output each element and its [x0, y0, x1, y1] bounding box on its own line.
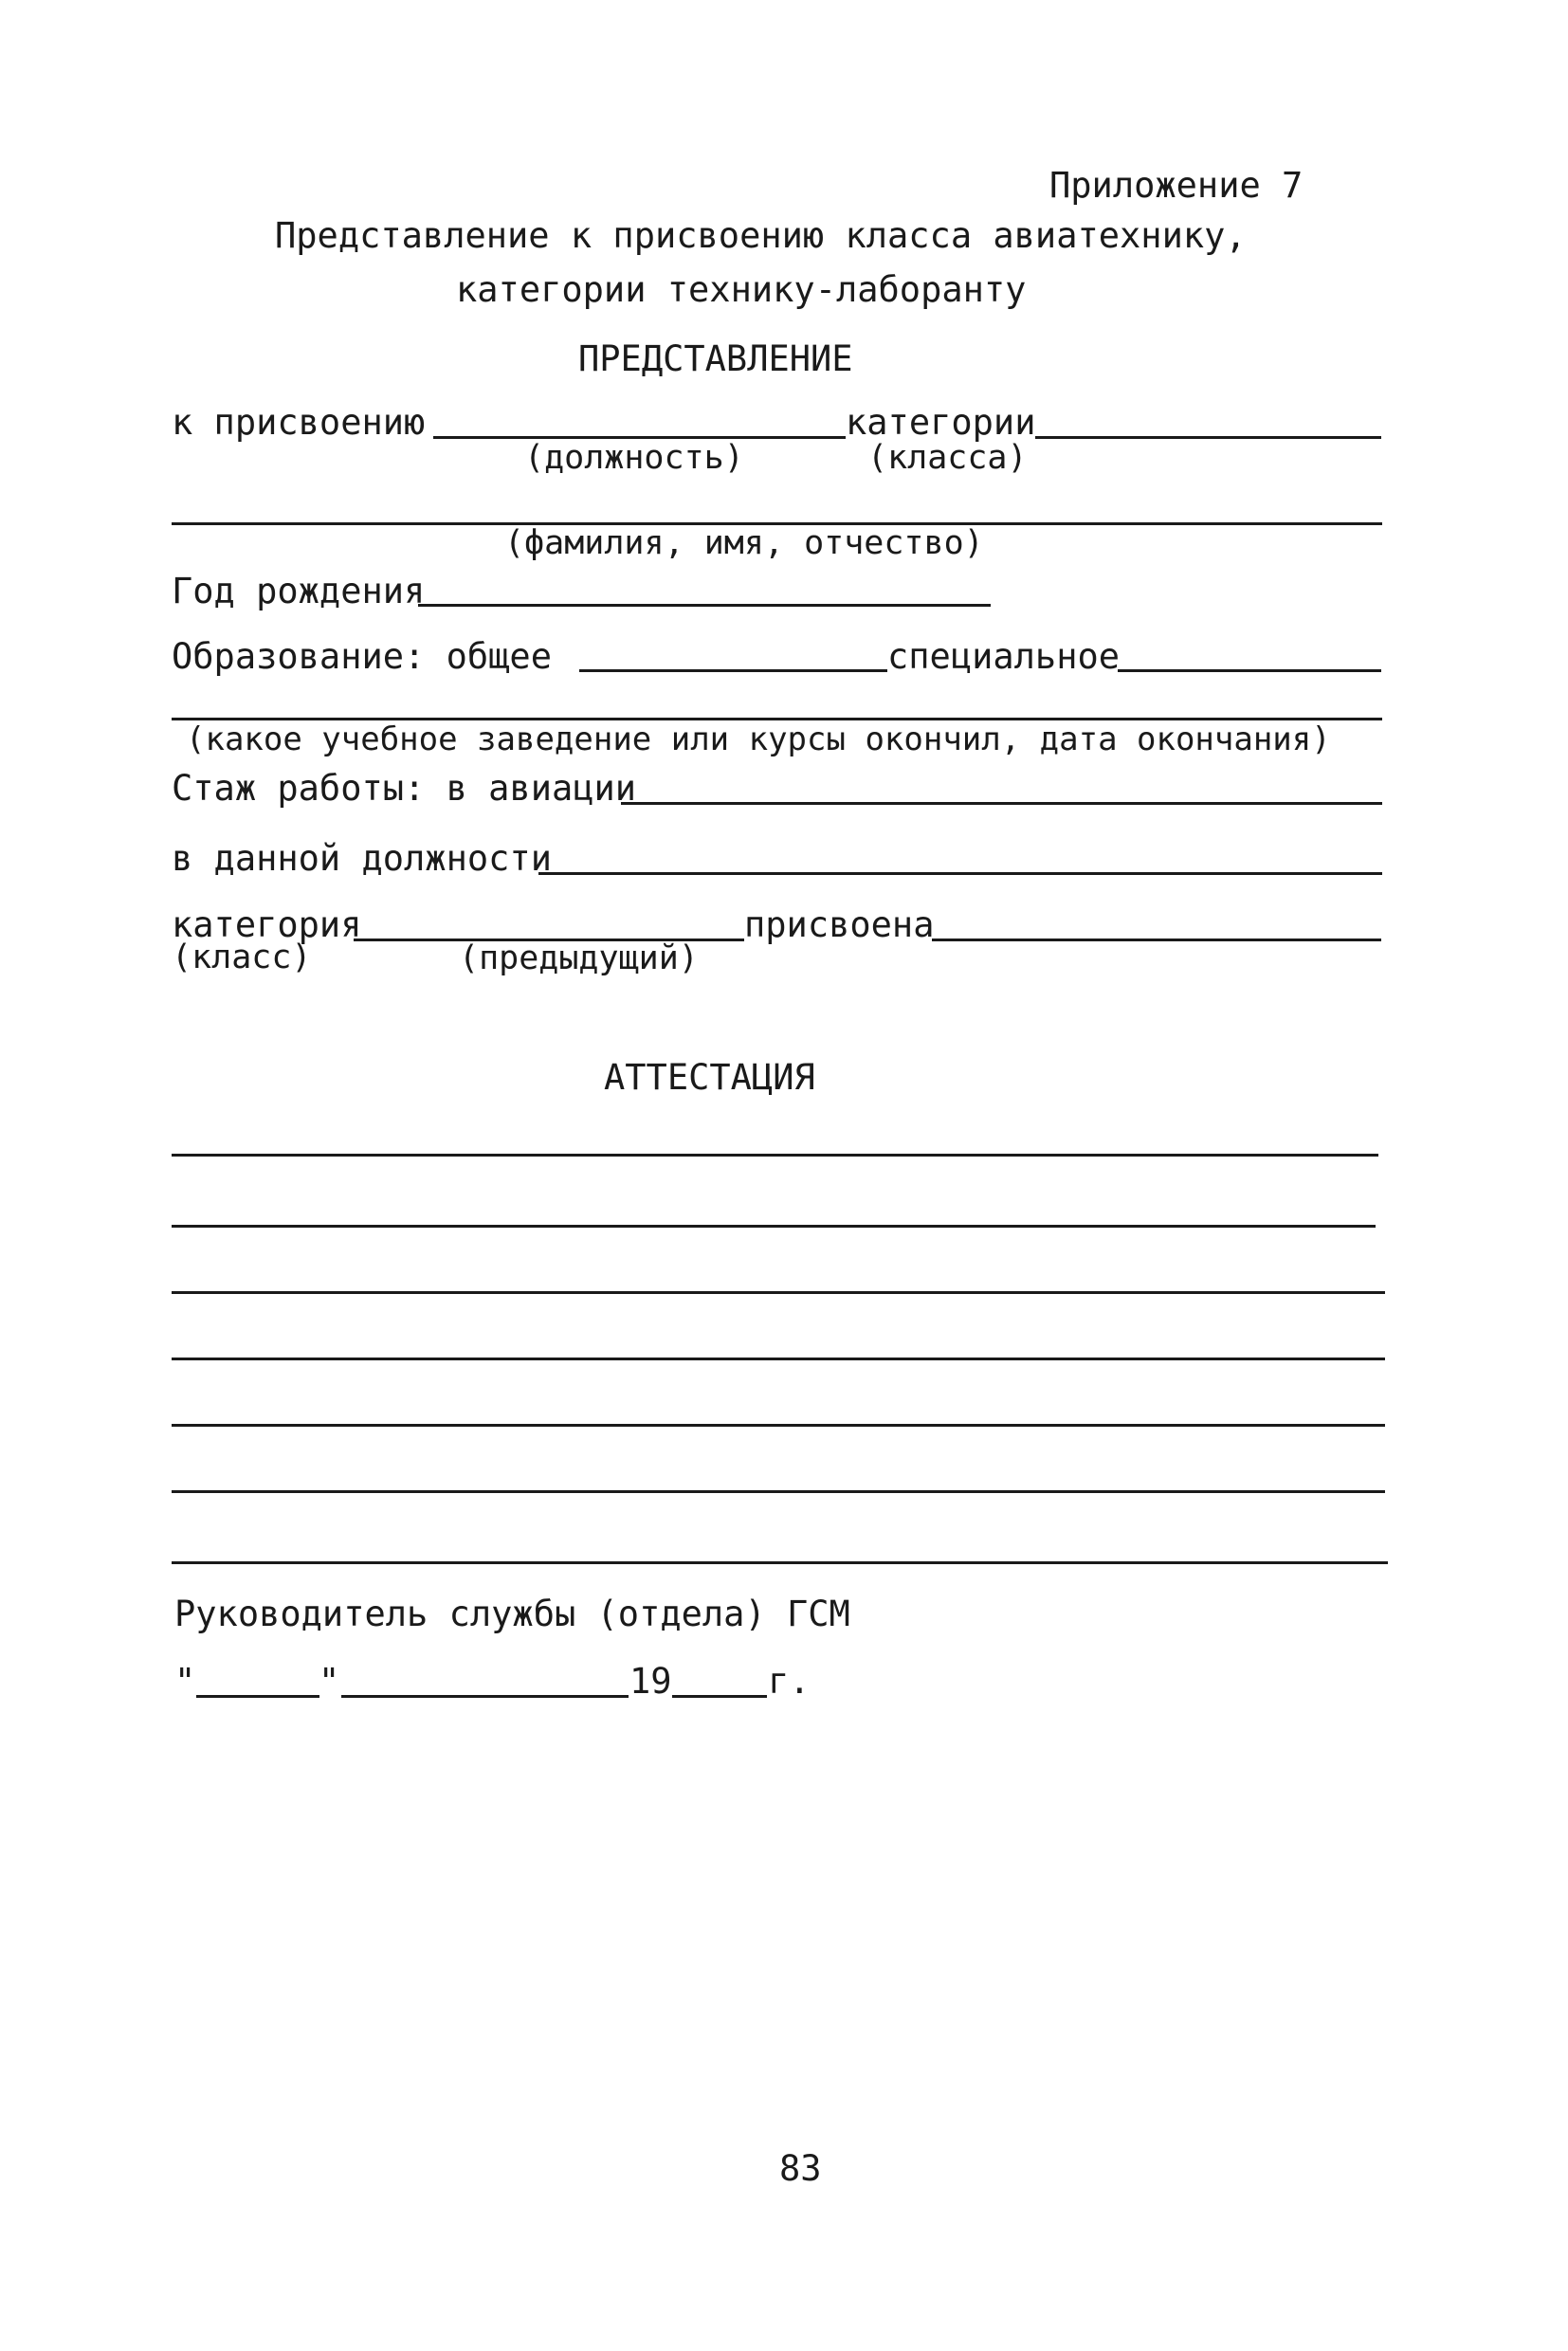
- date-year-field[interactable]: [672, 1695, 767, 1698]
- attestation-line[interactable]: [172, 1490, 1385, 1493]
- date-quote-open: ": [174, 1661, 196, 1702]
- position-experience-field[interactable]: [538, 872, 1382, 875]
- attestation-heading: АТТЕСТАЦИЯ: [604, 1057, 815, 1098]
- attestation-line[interactable]: [172, 1154, 1378, 1157]
- aviation-experience-field[interactable]: [621, 802, 1382, 805]
- date-quote-close: ": [319, 1661, 340, 1702]
- date-day-field[interactable]: [196, 1695, 319, 1698]
- appendix-label: Приложение 7: [1049, 165, 1304, 206]
- class-caption: (класса): [867, 439, 1028, 477]
- attestation-line[interactable]: [172, 1561, 1388, 1564]
- education-label: Образование: общее: [172, 636, 552, 677]
- assign-label: к присвоению: [172, 402, 426, 443]
- position-caption: (должность): [524, 439, 744, 477]
- form-heading: ПРЕДСТАВЛЕНИЕ: [578, 338, 853, 379]
- attestation-line[interactable]: [172, 1358, 1385, 1360]
- assigned-date-field[interactable]: [932, 939, 1381, 941]
- previous-class-caption: (класс): [172, 939, 312, 976]
- document-title-line-2: категории технику-лаборанту: [456, 269, 1027, 310]
- in-position-label: в данной должности: [172, 838, 552, 879]
- experience-label: Стаж работы: в авиации: [172, 768, 637, 809]
- date-year-prefix: 19: [629, 1661, 672, 1702]
- birth-year-label: Год рождения: [172, 571, 426, 611]
- birth-year-field[interactable]: [418, 604, 991, 607]
- class-field[interactable]: [1035, 436, 1381, 439]
- previous-category-label: категория: [172, 904, 362, 945]
- attestation-line[interactable]: [172, 1291, 1385, 1294]
- special-education-field[interactable]: [1118, 669, 1381, 672]
- previous-caption: (предыдущий): [459, 939, 699, 977]
- assigned-label: присвоена: [744, 904, 935, 945]
- special-education-label: специальное: [887, 636, 1121, 677]
- date-month-field[interactable]: [341, 1695, 629, 1698]
- date-year-suffix: г.: [768, 1661, 811, 1702]
- fio-caption: (фамилия, имя, отчество): [504, 524, 984, 562]
- general-education-field[interactable]: [579, 669, 887, 672]
- signer-title: Руководитель службы (отдела) ГСМ: [174, 1594, 850, 1634]
- document-title-line-1: Представление к присвоению класса авиатехнику,: [275, 215, 1247, 256]
- attestation-line[interactable]: [172, 1225, 1376, 1228]
- education-caption: (какое учебное заведение или курсы окончил, дата окончания): [186, 720, 1331, 758]
- attestation-line[interactable]: [172, 1424, 1385, 1427]
- category-label: категории: [846, 402, 1036, 443]
- page-number: 83: [779, 2148, 822, 2189]
